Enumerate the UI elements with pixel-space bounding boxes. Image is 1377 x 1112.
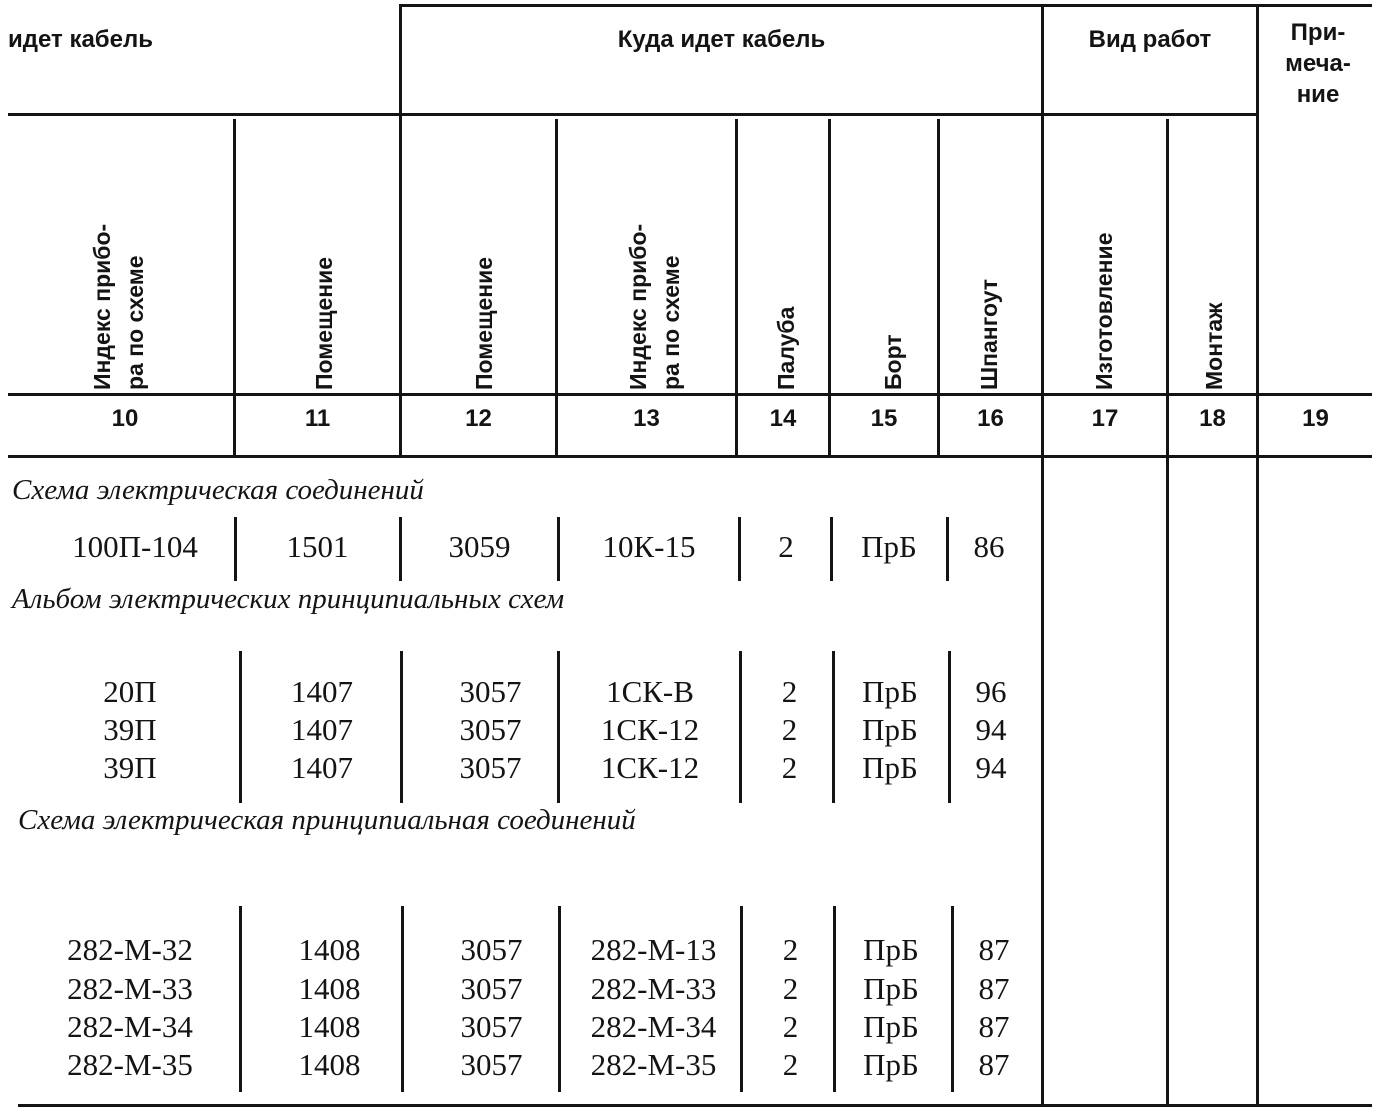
- column-label-room-to: [468, 257, 501, 390]
- cell-room-from: 1408: [298, 932, 361, 967]
- column-label-device-index-to: [622, 224, 688, 390]
- vrule-group-work: [1041, 4, 1044, 1106]
- column-number: 13: [633, 405, 660, 432]
- cell-side: ПрБ: [863, 932, 919, 967]
- cell-room-to: 3057: [460, 932, 523, 967]
- cell-device-to: 282-М-13: [590, 932, 717, 967]
- cell-device-to: 282-М-34: [590, 1009, 717, 1044]
- column-number: 17: [1091, 405, 1119, 432]
- cell-side: ПрБ: [861, 529, 917, 564]
- cell-device-from: 39П: [103, 712, 157, 747]
- section-title: Схема электрическая принципиальная соединений: [18, 804, 636, 836]
- cell-side: ПрБ: [862, 674, 918, 709]
- column-number: 14: [769, 405, 797, 432]
- vrule-col-18: [1166, 119, 1169, 1106]
- cell-room-to: 3057: [459, 712, 522, 747]
- cell-device-to: 282-М-33: [590, 971, 717, 1006]
- label-line: Борт: [880, 334, 906, 390]
- cell-frame: 87: [978, 1009, 1010, 1044]
- label-line: Монтаж: [1201, 302, 1227, 390]
- header-note-line: меча-: [1285, 49, 1351, 77]
- cell-room-to: 3059: [448, 529, 511, 564]
- rule-header-group: [8, 113, 1258, 116]
- header-work-type: Вид работ: [1088, 26, 1212, 53]
- header-note-line: При-: [1290, 18, 1346, 46]
- cell-room-to: 3057: [459, 674, 522, 709]
- cell-room-from: 1408: [298, 971, 361, 1006]
- cell-frame: 86: [973, 529, 1005, 564]
- cell-room-from: 1407: [291, 712, 353, 747]
- label-line: Изготовление: [1091, 232, 1117, 390]
- cell-device-from: 100П-104: [72, 529, 198, 564]
- cell-device-to: 1СК-12: [600, 750, 700, 785]
- cell-room-to: 3057: [460, 1009, 523, 1044]
- column-number: 10: [111, 405, 139, 432]
- cell-room-from: 1407: [291, 674, 353, 709]
- cell-room-to: 3057: [459, 750, 522, 785]
- cell-side: ПрБ: [863, 1047, 919, 1082]
- cell-side: ПрБ: [863, 1009, 919, 1044]
- header-to-cable: Куда идет кабель: [617, 26, 826, 53]
- cell-room-from: 1408: [298, 1009, 361, 1044]
- cell-device-to: 282-М-35: [590, 1047, 717, 1082]
- column-label-manufacture: [1088, 233, 1121, 391]
- column-label-installation: [1198, 303, 1231, 390]
- cell-device-from: 282-М-33: [67, 971, 193, 1006]
- section-title: Альбом электрических принципиальных схем: [12, 583, 565, 615]
- label-line: Палуба: [773, 306, 799, 390]
- cell-room-to: 3057: [460, 1047, 523, 1082]
- cell-deck: 2: [782, 1047, 799, 1082]
- section-title: Схема электрическая соединений: [12, 474, 424, 506]
- column-label-frame: [973, 279, 1006, 390]
- cell-device-to: 1СК-В: [606, 674, 694, 709]
- vrule-group-to: [399, 4, 402, 457]
- label-line: Индекс прибо-: [89, 223, 115, 390]
- cell-room-to: 3057: [460, 971, 523, 1006]
- cell-side: ПрБ: [862, 712, 918, 747]
- cell-device-from: 20П: [103, 674, 157, 709]
- label-line: ра по схеме: [658, 255, 684, 390]
- cell-deck: 2: [782, 932, 799, 967]
- cell-device-to: 1СК-12: [600, 712, 700, 747]
- cell-side: ПрБ: [862, 750, 918, 785]
- column-label-device-index-from: [86, 224, 152, 390]
- column-label-room-from: [308, 257, 341, 390]
- label-line: ра по схеме: [122, 255, 148, 390]
- header-note-line: ние: [1296, 80, 1340, 108]
- cell-frame: 87: [978, 932, 1010, 967]
- column-label-side: [877, 334, 910, 390]
- cell-frame: 87: [978, 971, 1010, 1006]
- column-number: 16: [977, 405, 1004, 432]
- cell-deck: 2: [781, 674, 798, 709]
- cell-frame: 87: [978, 1047, 1010, 1082]
- cell-room-from: 1407: [291, 750, 353, 785]
- rule-top: [400, 4, 1372, 7]
- cell-deck: 2: [782, 971, 799, 1006]
- column-label-deck: [770, 307, 803, 390]
- cell-deck: 2: [781, 712, 798, 747]
- cell-side: ПрБ: [863, 971, 919, 1006]
- cell-frame: 94: [975, 750, 1007, 785]
- label-line: Шпангоут: [976, 278, 1002, 390]
- label-line: Помещение: [311, 256, 337, 390]
- cell-room-from: 1408: [298, 1047, 361, 1082]
- column-number: 19: [1302, 405, 1329, 432]
- cell-deck: 2: [781, 750, 798, 785]
- cell-frame: 94: [975, 712, 1007, 747]
- column-number: 18: [1199, 405, 1226, 432]
- header-from-cable: идет кабель: [8, 26, 153, 53]
- label-line: Индекс прибо-: [625, 223, 651, 390]
- label-line: Помещение: [471, 256, 497, 390]
- cell-device-from: 282-М-35: [67, 1047, 193, 1082]
- header-note: [1259, 8, 1377, 118]
- column-number: 12: [465, 405, 492, 432]
- cell-room-from: 1501: [286, 529, 349, 564]
- cell-deck: 2: [778, 529, 794, 564]
- cell-device-from: 39П: [103, 750, 157, 785]
- cell-device-from: 282-М-32: [67, 932, 193, 967]
- cell-device-from: 282-М-34: [67, 1009, 193, 1044]
- column-number: 15: [870, 405, 898, 432]
- cell-device-to: 10К-15: [602, 529, 696, 564]
- column-number: 11: [304, 405, 331, 432]
- vrule-group-note: [1256, 4, 1259, 1106]
- cell-deck: 2: [782, 1009, 799, 1044]
- cell-frame: 96: [975, 674, 1007, 709]
